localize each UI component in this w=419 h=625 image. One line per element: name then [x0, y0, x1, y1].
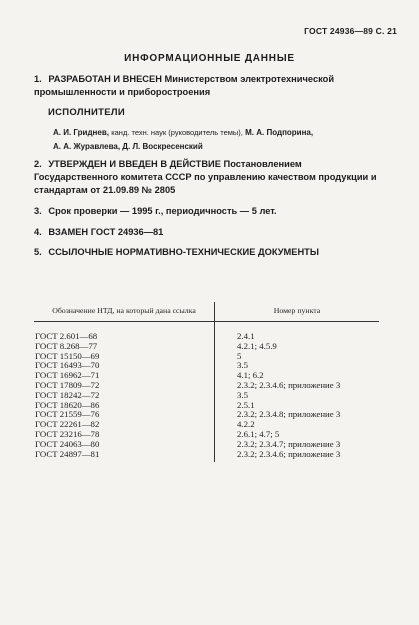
references-table: [34, 302, 379, 462]
section-5: [34, 246, 384, 259]
section-1-number: 1.: [34, 74, 42, 84]
section-5-number: 5.: [34, 247, 42, 257]
section-4: [34, 226, 384, 239]
table-cell-designation: ГОСТ 24897—81: [34, 450, 215, 463]
table-cell-clause: 2.5.1: [237, 399, 255, 410]
section-2: [34, 158, 384, 197]
column-header-clause: Номер пункта: [215, 302, 380, 322]
table-cell-clause: 2.3.2; 2.3.4.6; приложение 3: [237, 379, 341, 390]
author-2: М. А. Подпорина,: [245, 128, 314, 137]
table-cell-clause: 5: [237, 350, 242, 361]
table-cell-designation: ГОСТ 21559—76: [34, 410, 215, 420]
table-header-row: [34, 302, 379, 322]
table-cell-clause: 3.5: [237, 360, 248, 371]
table-cell-clause: 3.5: [237, 389, 248, 400]
section-2-number: 2.: [34, 159, 42, 169]
table-cell-designation: ГОСТ 22261—82: [34, 420, 215, 430]
author-1-note: канд. техн. наук (руководитель темы),: [111, 128, 243, 137]
table-cell-designation: ГОСТ 16493—70: [34, 361, 215, 371]
author-1: А. И. Гриднев,: [53, 128, 109, 137]
authors-block: [53, 126, 383, 154]
section-1-text: Министерством электротехнической промышленности и приборостроения: [34, 74, 335, 97]
section-5-text: ССЫЛОЧНЫЕ НОРМАТИВНО-ТЕХНИЧЕСКИЕ ДОКУМЕНТЫ: [48, 247, 319, 257]
table-cell-designation: ГОСТ 23216—78: [34, 430, 215, 440]
performers-heading: ИСПОЛНИТЕЛИ: [48, 107, 125, 118]
table-cell-designation: ГОСТ 15150—69: [34, 352, 215, 362]
table-row: [34, 322, 379, 342]
page-header: ГОСТ 24936—89 С. 21: [304, 26, 397, 36]
table-cell-designation: ГОСТ 8.268—77: [34, 342, 215, 352]
table-cell-clause: 4.2.1; 4.5.9: [237, 340, 277, 351]
section-3-number: 3.: [34, 206, 42, 216]
table-cell-clause: 2.4.1: [237, 331, 255, 341]
section-4-text: ВЗАМЕН ГОСТ 24936—81: [48, 227, 164, 237]
table-cell-designation: ГОСТ 18620—86: [34, 401, 215, 411]
table-cell-clause: 2.3.2; 2.3.4.6; приложение 3: [237, 448, 341, 459]
table-cell-designation: ГОСТ 24063—80: [34, 440, 215, 450]
section-1-heading: РАЗРАБОТАН И ВНЕСЕН: [48, 74, 162, 84]
section-1: [34, 73, 384, 99]
table-cell-designation: ГОСТ 18242—72: [34, 391, 215, 401]
table-cell-designation: ГОСТ 2.601—68: [34, 322, 215, 342]
section-3-text: Срок проверки — 1995 г., периодичность — 5 лет.: [48, 206, 277, 216]
section-4-number: 4.: [34, 227, 42, 237]
author-3: А. А. Журавлева, Д. Л. Воскресенский: [53, 142, 203, 151]
column-header-designation: Обозначение НТД, на который дана ссылка: [34, 302, 215, 322]
page-title: ИНФОРМАЦИОННЫЕ ДАННЫЕ: [124, 53, 295, 64]
table-cell-clause: 2.6.1; 4.7; 5: [237, 428, 280, 439]
section-2-text: Постановлением Государственного комитета СССР по управлению качеством продукции и стандартам от 21.09.89 № 2805: [34, 159, 377, 195]
table-cell-clause: 4.1; 6.2: [237, 370, 264, 381]
section-3: [34, 205, 384, 218]
table-row: [34, 450, 379, 463]
table-cell-clause: 2.3.2; 2.3.4.7; приложение 3: [237, 438, 341, 449]
table-cell-clause: 4.2.2: [237, 419, 255, 430]
table-cell-designation: ГОСТ 17809—72: [34, 381, 215, 391]
table-cell-designation: ГОСТ 16962—71: [34, 371, 215, 381]
section-2-heading: УТВЕРЖДЕН И ВВЕДЕН В ДЕЙСТВИЕ: [48, 159, 221, 169]
table-cell-clause: 2.3.2; 2.3.4.8; приложение 3: [237, 409, 341, 420]
